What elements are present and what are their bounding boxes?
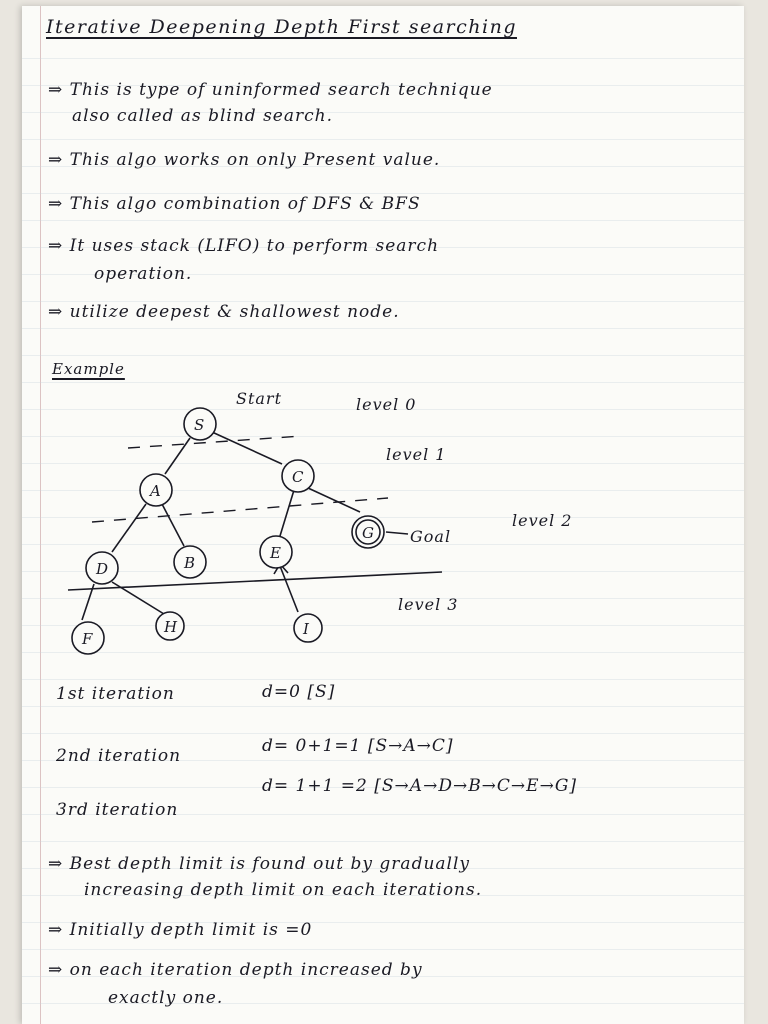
goal-label: Goal bbox=[410, 527, 452, 546]
point-3: ⇒ This algo combination of DFS & BFS bbox=[48, 194, 421, 214]
level-3-label: level 3 bbox=[398, 595, 459, 614]
point-1-line1: ⇒ This is type of uninformed search technique bbox=[48, 80, 493, 100]
example-heading: Example bbox=[52, 360, 125, 378]
point-4-line2: operation. bbox=[94, 264, 193, 284]
ruled-line bbox=[22, 733, 744, 734]
svg-text:G: G bbox=[362, 524, 374, 542]
ruled-line bbox=[22, 139, 744, 140]
note-3-line1: ⇒ on each iteration depth increased by bbox=[48, 960, 423, 980]
ruled-line bbox=[22, 706, 744, 707]
ruled-line bbox=[22, 58, 744, 59]
edge-a-b bbox=[162, 504, 184, 546]
node-f bbox=[72, 622, 104, 654]
iteration-3-formula: d= 1+1 =2 [S→A→D→B→C→E→G] bbox=[262, 776, 578, 796]
iteration-3-label: 3rd iteration bbox=[56, 800, 179, 820]
node-c bbox=[282, 460, 314, 492]
svg-text:H: H bbox=[164, 618, 178, 636]
page-title: Iterative Deepening Depth First searching bbox=[46, 16, 517, 38]
note-2: ⇒ Initially depth limit is =0 bbox=[48, 920, 313, 940]
svg-text:A: A bbox=[150, 482, 161, 500]
svg-text:F: F bbox=[82, 630, 93, 648]
iteration-1-label: 1st iteration bbox=[56, 684, 175, 704]
edge-c-g bbox=[308, 488, 360, 512]
level-1-label: level 1 bbox=[386, 445, 447, 464]
svg-text:D: D bbox=[96, 560, 109, 578]
start-label: Start bbox=[236, 389, 283, 408]
node-s bbox=[184, 408, 216, 440]
ruled-line bbox=[22, 949, 744, 950]
svg-text:S: S bbox=[194, 416, 205, 434]
level-0-label: level 0 bbox=[356, 395, 417, 414]
ruled-line bbox=[22, 355, 744, 356]
ruled-line bbox=[22, 679, 744, 680]
node-d bbox=[86, 552, 118, 584]
level-line-1 bbox=[128, 436, 302, 448]
node-h bbox=[156, 612, 184, 640]
svg-text:B: B bbox=[184, 554, 196, 572]
ruled-line bbox=[22, 220, 744, 221]
note-3-line2: exactly one. bbox=[108, 988, 224, 1008]
notebook-page bbox=[22, 6, 744, 1024]
iteration-1-formula: d=0 [S] bbox=[262, 682, 336, 702]
note-1-line2: increasing depth limit on each iterations. bbox=[84, 880, 483, 900]
point-2: ⇒ This algo works on only Present value. bbox=[48, 150, 441, 170]
search-tree-diagram bbox=[22, 376, 744, 676]
svg-text:C: C bbox=[292, 468, 304, 486]
node-i bbox=[294, 614, 322, 642]
iteration-2-formula: d= 0+1=1 [S→A→C] bbox=[262, 736, 454, 756]
point-4-line1: ⇒ It uses stack (LIFO) to perform search bbox=[48, 236, 440, 256]
edge-c-e bbox=[280, 490, 294, 536]
point-5: ⇒ utilize deepest & shallowest node. bbox=[48, 302, 400, 322]
level-line-3 bbox=[68, 572, 442, 590]
edge-a-d bbox=[112, 504, 146, 552]
node-a bbox=[140, 474, 172, 506]
ruled-line bbox=[22, 328, 744, 329]
svg-text:I: I bbox=[303, 620, 309, 638]
goal-pointer bbox=[386, 532, 408, 534]
edge-i-e bbox=[280, 566, 298, 612]
level-line-2 bbox=[92, 498, 388, 522]
edge-s-a bbox=[165, 438, 190, 474]
iteration-2-label: 2nd iteration bbox=[56, 746, 182, 766]
node-e bbox=[260, 536, 292, 568]
level-2-label: level 2 bbox=[512, 511, 573, 530]
node-b bbox=[174, 546, 206, 578]
node-g bbox=[352, 516, 384, 548]
ruled-line bbox=[22, 841, 744, 842]
svg-text:E: E bbox=[270, 544, 281, 562]
point-1-line2: also called as blind search. bbox=[72, 106, 333, 126]
note-1-line1: ⇒ Best depth limit is found out by gradually bbox=[48, 854, 471, 874]
edge-s-c bbox=[212, 432, 282, 464]
